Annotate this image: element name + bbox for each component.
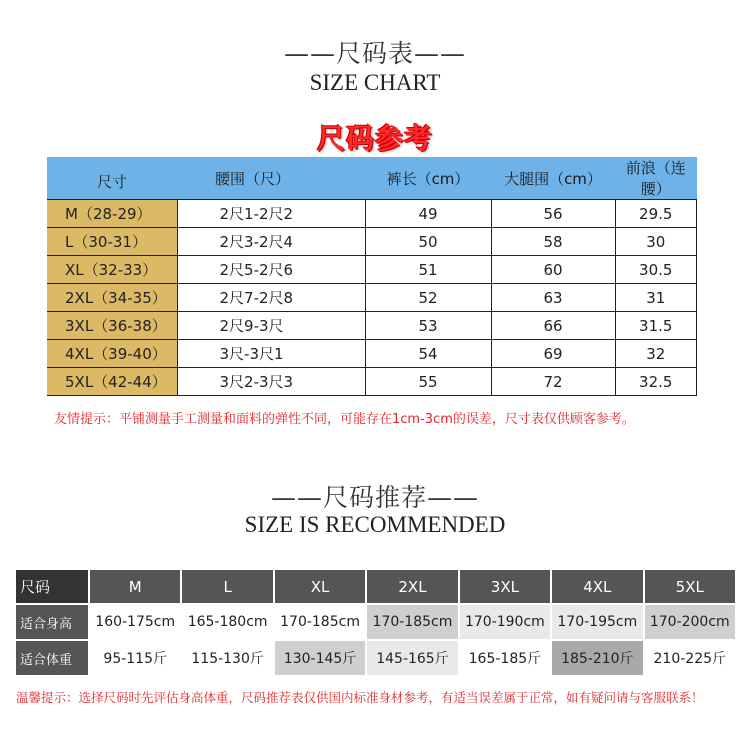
table-row	[47, 228, 697, 256]
rise-cell: 31.5	[615, 312, 697, 340]
height-cell: 160-175cm	[89, 604, 181, 640]
header-waist: 腰围（尺）	[177, 157, 365, 200]
rise-cell: 32	[615, 340, 697, 368]
size-chart-title-cn: ——尺码表——	[283, 39, 466, 68]
waist-cell: 3尺2-3尺3	[177, 368, 365, 396]
header-length: 裤长（cm）	[365, 157, 491, 200]
size-cell: 4XL（39-40）	[47, 340, 177, 368]
waist-cell: 2尺5-2尺6	[177, 256, 365, 284]
thigh-cell: 56	[491, 200, 615, 228]
size-row-label: 尺码	[15, 569, 89, 604]
weight-row-label: 适合体重	[15, 640, 89, 676]
size-cell: L（30-31）	[47, 228, 177, 256]
thigh-cell: 58	[491, 228, 615, 256]
size-chart-header-row	[47, 157, 697, 200]
height-cell: 170-200cm	[644, 604, 736, 640]
size-header-cell: 2XL	[366, 569, 458, 604]
weight-row	[15, 640, 736, 676]
rise-cell: 30.5	[615, 256, 697, 284]
rise-cell: 29.5	[615, 200, 697, 228]
table-row	[47, 368, 697, 396]
size-cell: 5XL（42-44）	[47, 368, 177, 396]
table-row	[47, 256, 697, 284]
size-header-cell: 4XL	[551, 569, 643, 604]
thigh-cell: 63	[491, 284, 615, 312]
size-cell: M（28-29）	[47, 200, 177, 228]
table-row	[47, 312, 697, 340]
table-row	[47, 200, 697, 228]
table-row	[47, 284, 697, 312]
length-cell: 55	[365, 368, 491, 396]
weight-cell: 115-130斤	[181, 640, 273, 676]
waist-cell: 2尺1-2尺2	[177, 200, 365, 228]
weight-cell: 130-145斤	[274, 640, 366, 676]
recommend-header-row	[15, 569, 736, 604]
length-cell: 54	[365, 340, 491, 368]
table-row	[47, 340, 697, 368]
rise-cell: 30	[615, 228, 697, 256]
thigh-cell: 72	[491, 368, 615, 396]
length-cell: 52	[365, 284, 491, 312]
rise-cell: 32.5	[615, 368, 697, 396]
weight-cell: 95-115斤	[89, 640, 181, 676]
waist-cell: 2尺7-2尺8	[177, 284, 365, 312]
waist-cell: 2尺9-3尺	[177, 312, 365, 340]
weight-cell: 210-225斤	[644, 640, 736, 676]
waist-cell: 2尺3-2尺4	[177, 228, 365, 256]
recommend-note: 温馨提示：选择尺码时先评估身高体重，尺码推荐表仅供国内标准身材参考，有适当误差属于正常，如有疑问请与客服联系！	[16, 690, 704, 705]
recommend-title-cn: ——尺码推荐——	[270, 483, 479, 512]
length-cell: 51	[365, 256, 491, 284]
thigh-cell: 66	[491, 312, 615, 340]
weight-cell: 185-210斤	[551, 640, 643, 676]
size-chart-title-en: SIZE CHART	[309, 70, 441, 95]
header-rise: 前浪（连腰）	[615, 157, 697, 200]
size-cell: 2XL（34-35）	[47, 284, 177, 312]
size-cell: XL（32-33）	[47, 256, 177, 284]
size-recommend-table	[14, 568, 737, 677]
size-cell: 3XL（36-38）	[47, 312, 177, 340]
size-reference-badge: 尺码参考	[316, 122, 433, 155]
height-row-label: 适合身高	[15, 604, 89, 640]
weight-cell: 165-185斤	[459, 640, 551, 676]
size-header-cell: 3XL	[459, 569, 551, 604]
length-cell: 50	[365, 228, 491, 256]
height-row	[15, 604, 736, 640]
thigh-cell: 60	[491, 256, 615, 284]
height-cell: 170-195cm	[551, 604, 643, 640]
height-cell: 170-185cm	[274, 604, 366, 640]
header-size: 尺寸	[47, 157, 177, 200]
size-header-cell: 5XL	[644, 569, 736, 604]
height-cell: 170-190cm	[459, 604, 551, 640]
recommend-title-en: SIZE IS RECOMMENDED	[244, 512, 506, 537]
size-header-cell: M	[89, 569, 181, 604]
size-chart-note: 友情提示：平铺测量手工测量和面料的弹性不同，可能存在1cm-3cm的误差，尺寸表仅供顾客参考。	[54, 412, 635, 427]
thigh-cell: 69	[491, 340, 615, 368]
size-header-cell: L	[181, 569, 273, 604]
header-thigh: 大腿围（cm）	[491, 157, 615, 200]
rise-cell: 31	[615, 284, 697, 312]
length-cell: 53	[365, 312, 491, 340]
weight-cell: 145-165斤	[366, 640, 458, 676]
height-cell: 165-180cm	[181, 604, 273, 640]
size-chart-table	[47, 157, 697, 396]
height-cell: 170-185cm	[366, 604, 458, 640]
size-header-cell: XL	[274, 569, 366, 604]
length-cell: 49	[365, 200, 491, 228]
waist-cell: 3尺-3尺1	[177, 340, 365, 368]
